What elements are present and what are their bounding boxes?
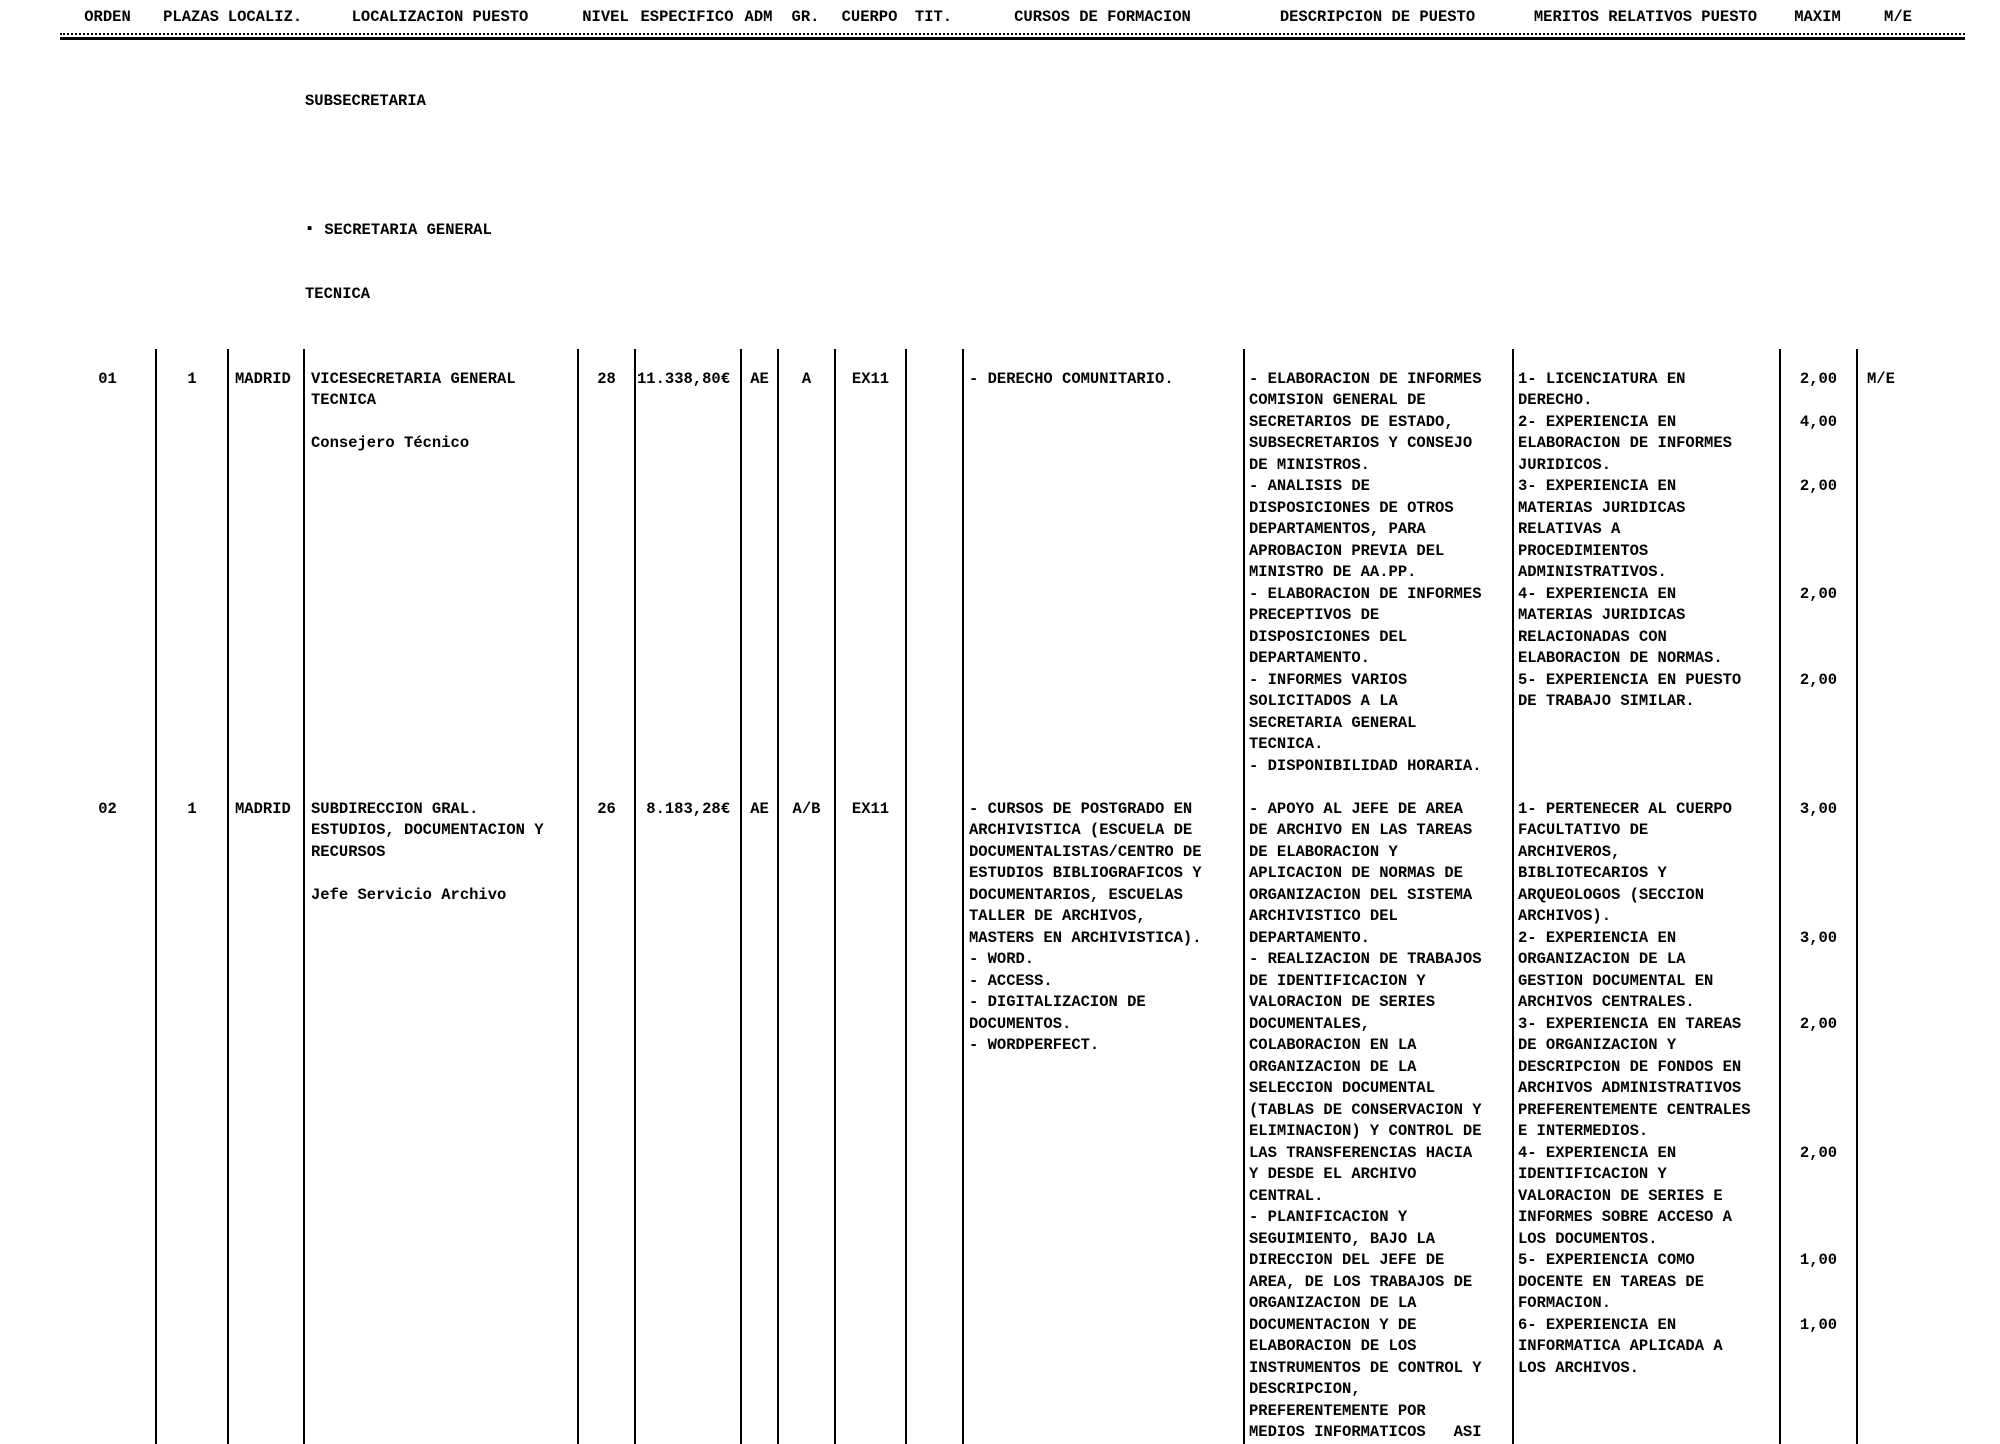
text-line: AE: [750, 369, 769, 388]
cell-cuerpo-row-01: [834, 349, 905, 789]
text-line: [1781, 906, 1856, 928]
text-line: DE ORGANIZACION Y: [1518, 1036, 1677, 1054]
text-line: MINISTRO DE AA.PP.: [1249, 563, 1417, 581]
text-line: ELABORACION DE INFORMES: [1518, 434, 1732, 452]
text-line: RELACIONADAS CON: [1518, 627, 1667, 646]
subsection-title-line2: TECNICA: [305, 285, 371, 303]
text-line: [1781, 820, 1856, 842]
column-header-plazas: PLAZAS: [163, 8, 219, 26]
text-line: PREFERENTEMENTE CENTRALES: [1518, 1100, 1751, 1119]
text-line: A/B: [792, 799, 821, 818]
text-line: ADMINISTRATIVOS.: [1518, 563, 1667, 581]
text-line: [1781, 1121, 1856, 1143]
text-line: BIBLIOTECARIOS Y: [1518, 864, 1667, 882]
text-line: DISPOSICIONES DEL: [1249, 627, 1408, 646]
cell-cursos-lines-row-01: [962, 349, 1243, 789]
text-line: Y DESDE EL ARCHIVO: [1249, 1165, 1417, 1183]
section-header: [305, 48, 2000, 349]
text-line: - INFORMES VARIOS: [1249, 670, 1408, 689]
text-line: DIRECCION DEL JEFE DE: [1249, 1251, 1445, 1269]
text-line: [1781, 1078, 1856, 1100]
cell-plazas-row-01: [155, 349, 227, 789]
text-line: - ELABORACION DE INFORMES: [1249, 369, 1482, 388]
text-line: - PLANIFICACION Y: [1249, 1208, 1408, 1226]
text-line: [1781, 1057, 1856, 1079]
text-line: 2,00: [1799, 369, 1838, 388]
text-line: ESTUDIOS BIBLIOGRAFICOS Y: [969, 864, 1202, 882]
cell-cuerpo-row-02: [834, 789, 905, 1444]
column-header-descripcion-de-puesto: DESCRIPCION DE PUESTO: [1279, 8, 1476, 26]
cell-gr-row-01: [777, 349, 834, 789]
cell-orden-row-02: [60, 789, 155, 1444]
column-header-localizacion-puesto: LOCALIZACION PUESTO: [351, 8, 529, 26]
text-line: [1781, 885, 1856, 907]
text-line: 3,00: [1799, 799, 1838, 818]
section-spacer: [305, 155, 2000, 177]
text-line: [907, 369, 962, 391]
text-line: [1781, 433, 1856, 455]
text-line: ORGANIZACION DE LA: [1518, 950, 1686, 968]
text-line: DE ELABORACION Y: [1249, 842, 1398, 861]
text-line: [1781, 1358, 1856, 1380]
text-line: RECURSOS: [311, 842, 386, 861]
text-line: SECRETARIOS DE ESTADO,: [1249, 412, 1454, 431]
text-line: VICESECRETARIA GENERAL: [311, 369, 516, 388]
text-line: DOCUMENTACION Y DE: [1249, 1315, 1417, 1334]
text-line: 11.338,80€: [636, 369, 730, 388]
text-line: [311, 412, 577, 434]
cell-maxim-by-line-row-01: [1779, 349, 1856, 789]
text-line: M/E: [1867, 369, 1895, 388]
cell-cursos-lines-row-02: [962, 789, 1243, 1444]
text-line: SEGUIMIENTO, BAJO LA: [1249, 1229, 1436, 1248]
cell-adm-row-01: [740, 349, 777, 789]
text-line: ELABORACION DE NORMAS.: [1518, 649, 1723, 667]
text-line: DEPARTAMENTO.: [1249, 649, 1370, 667]
text-line: ORGANIZACION DE LA: [1249, 1294, 1417, 1312]
column-header-tit: TIT.: [914, 8, 953, 26]
text-line: 3- EXPERIENCIA EN: [1518, 477, 1677, 495]
column-header-nivel: NIVEL: [582, 8, 629, 26]
cell-tit-row-01: [905, 349, 962, 789]
subsection-title-text: SECRETARIA GENERAL: [324, 220, 492, 239]
job-positions-table-body: [60, 349, 1940, 1442]
cell-localizacion-lines-row-02: [303, 789, 577, 1444]
cell-descripcion-lines-row-01: [1243, 349, 1512, 789]
text-line: [1781, 1035, 1856, 1057]
text-line: 28: [597, 369, 616, 388]
text-line: - WORD.: [969, 950, 1035, 968]
cell-gr-row-02: [777, 789, 834, 1444]
text-line: [1781, 691, 1856, 713]
text-line: (TABLAS DE CONSERVACION Y: [1249, 1100, 1482, 1119]
text-line: 8.183,28€: [646, 799, 730, 818]
text-line: DOCUMENTARIOS, ESCUELAS: [969, 885, 1183, 904]
text-line: 2,00: [1799, 1014, 1838, 1033]
section-title: SUBSECRETARIA: [305, 91, 426, 110]
text-line: - ACCESS.: [969, 971, 1053, 990]
text-line: 2,00: [1799, 670, 1838, 689]
column-header-maxim: MAXIM: [1794, 8, 1841, 26]
text-line: [311, 863, 577, 885]
column-header-cursos-de-formacion: CURSOS DE FORMACION: [1014, 8, 1191, 26]
cell-me-row-01: [1856, 349, 1940, 789]
text-line: 2- EXPERIENCIA EN: [1518, 412, 1677, 431]
text-line: [1781, 498, 1856, 520]
text-line: MADRID: [235, 799, 291, 818]
text-line: [1781, 842, 1856, 864]
text-line: DE IDENTIFICACION Y: [1249, 971, 1426, 990]
text-line: DOCUMENTALISTAS/CENTRO DE: [969, 842, 1202, 861]
table-header-row: [60, 0, 1940, 29]
header-divider-rule: [60, 33, 1965, 40]
cell-descripcion-lines-row-02: [1243, 789, 1512, 1444]
text-line: [1781, 605, 1856, 627]
text-line: EX11: [851, 369, 890, 388]
text-line: PROCEDIMIENTOS: [1518, 541, 1649, 560]
text-line: [1781, 1293, 1856, 1315]
text-line: SECRETARIA GENERAL: [1249, 713, 1417, 732]
text-line: DOCUMENTOS.: [969, 1014, 1072, 1033]
text-line: SOLICITADOS A LA: [1249, 692, 1398, 710]
column-header-localiz: LOCALIZ.: [227, 8, 303, 26]
text-line: 5- EXPERIENCIA EN PUESTO: [1518, 670, 1742, 689]
text-line: [1781, 949, 1856, 971]
text-line: 1- PERTENECER AL CUERPO: [1518, 799, 1732, 818]
text-line: [1781, 1164, 1856, 1186]
text-line: - APOYO AL JEFE DE AREA: [1249, 799, 1463, 818]
text-line: 02: [98, 799, 117, 818]
text-line: 1,00: [1799, 1315, 1838, 1334]
text-line: 3- EXPERIENCIA EN TAREAS: [1518, 1014, 1742, 1033]
cell-orden-row-01: [60, 349, 155, 789]
text-line: PRECEPTIVOS DE: [1249, 606, 1380, 624]
text-line: [1781, 863, 1856, 885]
column-header-adm: ADM: [744, 8, 773, 26]
text-line: VALORACION DE SERIES: [1249, 993, 1436, 1011]
text-line: PREFERENTEMENTE POR: [1249, 1401, 1426, 1420]
text-line: FACULTATIVO DE: [1518, 821, 1649, 839]
cell-tit-row-02: [905, 789, 962, 1444]
text-line: - DISPONIBILIDAD HORARIA.: [1249, 756, 1482, 775]
cell-localiz-row-02: [227, 789, 303, 1444]
cell-adm-row-02: [740, 789, 777, 1444]
text-line: - DIGITALIZACION DE: [969, 993, 1146, 1011]
text-line: [1781, 1100, 1856, 1122]
text-line: E INTERMEDIOS.: [1518, 1122, 1649, 1140]
text-line: ARCHIVISTICA (ESCUELA DE: [969, 821, 1193, 839]
text-line: DE TRABAJO SIMILAR.: [1518, 692, 1695, 710]
text-line: ESTUDIOS, DOCUMENTACION Y: [311, 821, 544, 839]
column-header-cuerpo: CUERPO: [841, 8, 898, 26]
cell-localizacion-lines-row-01: [303, 349, 577, 789]
text-line: INFORMATICA APLICADA A: [1518, 1337, 1723, 1355]
column-header-orden: ORDEN: [84, 8, 131, 26]
text-line: [1781, 1272, 1856, 1294]
text-line: - ELABORACION DE INFORMES: [1249, 584, 1482, 603]
text-line: 3,00: [1799, 928, 1838, 947]
text-line: 1- LICENCIATURA EN: [1518, 369, 1686, 388]
text-line: DISPOSICIONES DE OTROS: [1249, 498, 1454, 517]
text-line: GESTION DOCUMENTAL EN: [1518, 971, 1714, 990]
text-line: SUBDIRECCION GRAL.: [311, 799, 479, 818]
text-line: DOCUMENTALES,: [1249, 1014, 1370, 1033]
text-line: [1781, 1186, 1856, 1208]
text-line: IDENTIFICACION Y: [1518, 1165, 1667, 1183]
text-line: [1867, 799, 1940, 821]
text-line: MATERIAS JURIDICAS: [1518, 606, 1686, 624]
text-line: 5- EXPERIENCIA COMO: [1518, 1251, 1695, 1269]
text-line: [1781, 519, 1856, 541]
text-line: LAS TRANSFERENCIAS HACIA: [1249, 1143, 1473, 1162]
text-line: DESCRIPCION,: [1249, 1380, 1361, 1398]
text-line: ARCHIVOS).: [1518, 907, 1612, 925]
text-line: Jefe Servicio Archivo: [311, 885, 507, 904]
text-line: 2,00: [1799, 477, 1838, 495]
text-line: MATERIAS JURIDICAS: [1518, 498, 1686, 517]
text-line: APROBACION PREVIA DEL: [1249, 541, 1445, 560]
text-line: - DERECHO COMUNITARIO.: [969, 369, 1174, 388]
text-line: 6- EXPERIENCIA EN: [1518, 1315, 1677, 1334]
text-line: ARCHIVOS ADMINISTRATIVOS: [1518, 1079, 1742, 1097]
text-line: 4,00: [1799, 412, 1838, 431]
text-line: DERECHO.: [1518, 391, 1593, 409]
text-line: APLICACION DE NORMAS DE: [1249, 864, 1463, 882]
text-line: DESCRIPCION DE FONDOS EN: [1518, 1057, 1742, 1076]
text-line: AREA, DE LOS TRABAJOS DE: [1249, 1272, 1473, 1291]
text-line: [1781, 541, 1856, 563]
text-line: ARCHIVISTICO DEL: [1249, 907, 1398, 925]
text-line: CENTRAL.: [1249, 1186, 1324, 1205]
text-line: [907, 799, 962, 821]
text-line: DEPARTAMENTO.: [1249, 928, 1370, 947]
text-line: [1781, 971, 1856, 993]
column-header-meritos-relativos-puesto: MERITOS RELATIVOS PUESTO: [1533, 8, 1758, 26]
cell-especifico-row-01: [634, 349, 740, 789]
text-line: Consejero Técnico: [311, 434, 470, 452]
text-line: DOCENTE EN TAREAS DE: [1518, 1272, 1705, 1291]
text-line: [1781, 1207, 1856, 1229]
text-line: DE MINISTROS.: [1249, 455, 1370, 474]
text-line: TALLER DE ARCHIVOS,: [969, 907, 1146, 925]
text-line: 1,00: [1799, 1251, 1838, 1269]
text-line: [1781, 1229, 1856, 1251]
cell-especifico-row-02: [634, 789, 740, 1444]
subsection-title-line1: [305, 220, 2000, 242]
text-line: 4- EXPERIENCIA EN: [1518, 584, 1677, 603]
text-line: [1781, 627, 1856, 649]
text-line: 01: [98, 369, 117, 388]
text-line: RELATIVAS A: [1518, 520, 1621, 538]
text-line: FORMACION.: [1518, 1294, 1612, 1312]
text-line: COLABORACION EN LA: [1249, 1036, 1417, 1054]
cell-maxim-by-line-row-02: [1779, 789, 1856, 1444]
text-line: LOS ARCHIVOS.: [1518, 1358, 1639, 1377]
text-line: TECNICA: [311, 391, 377, 409]
cell-meritos-lines-row-01: [1512, 349, 1779, 789]
cell-localiz-row-01: [227, 349, 303, 789]
text-line: INFORMES SOBRE ACCESO A: [1518, 1208, 1732, 1226]
text-line: - WORDPERFECT.: [969, 1036, 1100, 1054]
cell-plazas-row-02: [155, 789, 227, 1444]
text-line: - CURSOS DE POSTGRADO EN: [969, 799, 1193, 818]
square-bullet-icon: ▪: [305, 219, 315, 238]
text-line: ORGANIZACION DEL SISTEMA: [1249, 885, 1473, 904]
text-line: 26: [597, 799, 616, 818]
text-line: SELECCION DOCUMENTAL: [1249, 1079, 1436, 1097]
text-line: [1781, 562, 1856, 584]
text-line: [1781, 455, 1856, 477]
text-line: A: [801, 369, 812, 388]
text-line: TECNICA.: [1249, 735, 1324, 753]
text-line: 2,00: [1799, 1143, 1838, 1162]
text-line: 4- EXPERIENCIA EN: [1518, 1143, 1677, 1162]
text-line: 1: [187, 369, 197, 388]
text-line: EX11: [851, 799, 890, 818]
text-line: COMISION GENERAL DE: [1249, 391, 1426, 409]
cell-meritos-lines-row-02: [1512, 789, 1779, 1444]
text-line: ARQUEOLOGOS (SECCION: [1518, 885, 1705, 904]
text-line: - REALIZACION DE TRABAJOS: [1249, 950, 1482, 968]
text-line: INSTRUMENTOS DE CONTROL Y: [1249, 1358, 1482, 1377]
text-line: JURIDICOS.: [1518, 455, 1612, 474]
cell-me-row-02: [1856, 789, 1940, 1444]
text-line: [1781, 1336, 1856, 1358]
text-line: SUBSECRETARIOS Y CONSEJO: [1249, 434, 1473, 452]
text-line: [1781, 992, 1856, 1014]
text-line: 1: [187, 799, 197, 818]
text-line: VALORACION DE SERIES E: [1518, 1186, 1723, 1205]
text-line: ARCHIVOS CENTRALES.: [1518, 993, 1695, 1011]
text-line: 2- EXPERIENCIA EN: [1518, 928, 1677, 947]
text-line: MASTERS EN ARCHIVISTICA).: [969, 928, 1202, 947]
column-header-especifico: ESPECIFICO: [640, 8, 734, 26]
text-line: ARCHIVEROS,: [1518, 842, 1621, 861]
column-header-gr: GR.: [791, 8, 820, 26]
cell-nivel-row-01: [577, 349, 634, 789]
text-line: ORGANIZACION DE LA: [1249, 1057, 1417, 1076]
text-line: AE: [750, 799, 769, 818]
text-line: ELABORACION DE LOS: [1249, 1337, 1417, 1355]
cell-nivel-row-02: [577, 789, 634, 1444]
text-line: MEDIOS INFORMATICOS ASI: [1249, 1423, 1482, 1441]
text-line: - ANALISIS DE: [1249, 477, 1370, 495]
text-line: [1781, 390, 1856, 412]
text-line: DEPARTAMENTOS, PARA: [1249, 520, 1426, 538]
text-line: ELIMINACION) Y CONTROL DE: [1249, 1122, 1482, 1140]
text-line: 2,00: [1799, 584, 1838, 603]
text-line: [1781, 648, 1856, 670]
text-line: MADRID: [235, 369, 291, 388]
column-header-m-e: M/E: [1884, 8, 1912, 26]
text-line: LOS DOCUMENTOS.: [1518, 1229, 1658, 1248]
text-line: DE ARCHIVO EN LAS TAREAS: [1249, 821, 1473, 839]
